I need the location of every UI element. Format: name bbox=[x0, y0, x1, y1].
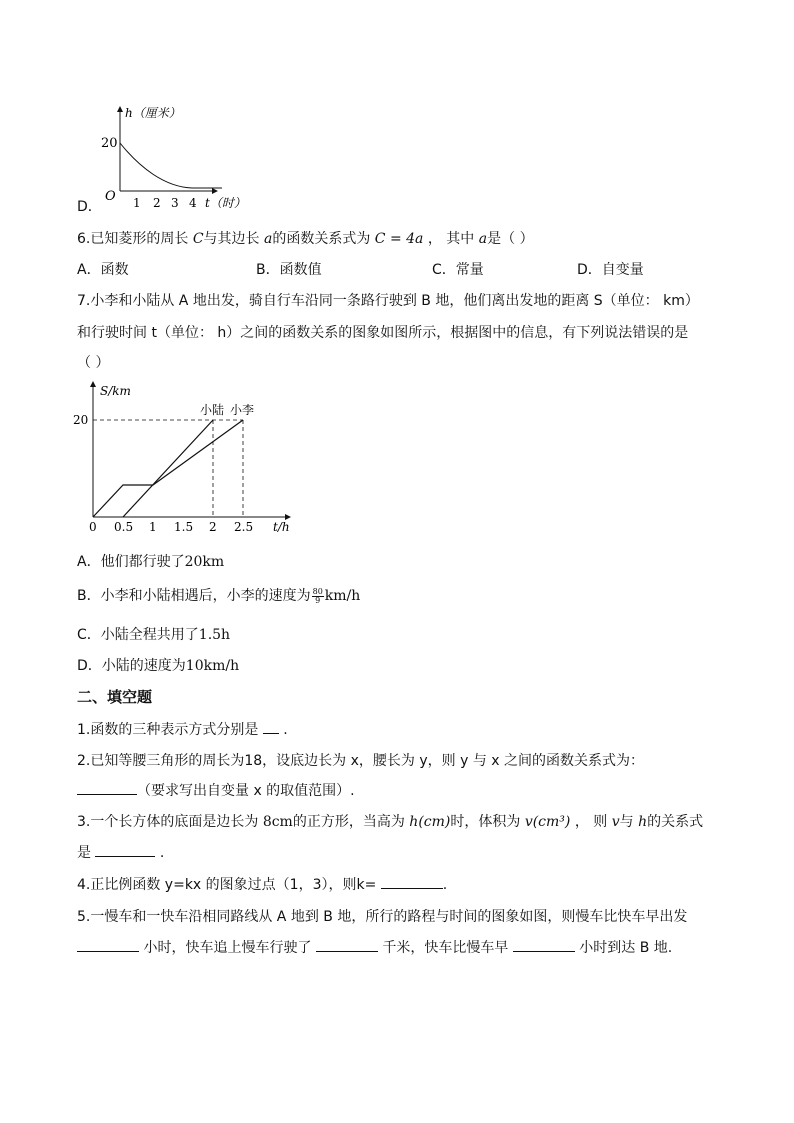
fill-q3-text-f: 与 bbox=[619, 814, 639, 830]
q7-line-1: 7.小李和小陆从 A 地出发，骑自行车沿同一条路行驶到 B 地，他们离出发地的距离 S（单位： km） bbox=[77, 293, 699, 309]
x-tick-1: 1 bbox=[133, 196, 141, 210]
fill-q2-blank[interactable] bbox=[77, 780, 137, 795]
decay-chart bbox=[95, 103, 275, 213]
q7-option-c[interactable] bbox=[77, 624, 230, 644]
t-tick-0: 0 bbox=[89, 520, 97, 534]
fill-q3-line2-text: 是 bbox=[77, 845, 96, 861]
fill-q3-h: h(cm) bbox=[409, 814, 451, 830]
fill-q3-blank[interactable] bbox=[95, 842, 155, 857]
q7-opt-b-fraction bbox=[312, 588, 324, 605]
fill-q5-text-b: 小时，快车追上慢车行驶了 bbox=[139, 940, 316, 956]
fill-q1-end: . bbox=[278, 722, 288, 738]
q6-option-d[interactable]: D．自变量 bbox=[577, 262, 644, 278]
q6-text-d: ， 其中 bbox=[423, 231, 479, 247]
fill-q5-blank-1[interactable] bbox=[77, 937, 139, 952]
fill-q4-blank[interactable] bbox=[381, 874, 443, 889]
q6-option-b[interactable]: B．函数值 bbox=[256, 262, 322, 278]
fill-q2-line1: 2.已知等腰三角形的周长为18，设底边长为 x，腰长为 y，则 y 与 x 之间的函数关系式为： bbox=[77, 753, 645, 769]
q6-option-a[interactable]: A．函数 bbox=[77, 262, 129, 278]
y-axis-label: h（厘米） bbox=[125, 106, 181, 120]
q7-opt-b-unit: km/h bbox=[324, 588, 361, 604]
fill-q3-line2 bbox=[77, 842, 164, 862]
fill-q3-text-d: 时，体积为 bbox=[450, 814, 525, 830]
xiaolu-line bbox=[123, 420, 213, 517]
q6-stem bbox=[77, 228, 534, 248]
q6-var-a2: a bbox=[478, 231, 488, 247]
fill-q3-8cm: 8cm bbox=[262, 814, 293, 830]
q6-text-e: 是（ ） bbox=[487, 231, 534, 247]
fill-q3-v2: v bbox=[611, 814, 620, 830]
t-tick-25: 2.5 bbox=[234, 520, 254, 534]
x-tick-3: 3 bbox=[171, 196, 179, 210]
q7-line-2: 和行驶时间 t（单位： h）之间的函数关系的图象如图所示，根据图中的信息，有下列说法错误的是 bbox=[77, 325, 689, 341]
fill-q3-h2: h bbox=[638, 814, 648, 830]
fill-q5-blank-2[interactable] bbox=[316, 937, 378, 952]
y-tick-20: 20 bbox=[101, 136, 118, 151]
label-xiaoli: 小李 bbox=[230, 403, 255, 417]
q5-option-d: D． bbox=[77, 199, 102, 215]
origin-label: O bbox=[105, 189, 116, 204]
fill-q5-text-d: 小时到达 B 地. bbox=[574, 940, 673, 956]
q7-opt-b-text: B．小李和小陆相遇后，小李的速度为 bbox=[77, 588, 311, 604]
fill-q5-blank-3[interactable] bbox=[513, 937, 575, 952]
fill-q1-blank[interactable] bbox=[263, 719, 279, 734]
t-tick-05: 0.5 bbox=[114, 520, 134, 534]
fill-q3-end: . bbox=[155, 845, 165, 861]
section-title: 二、填空题 bbox=[77, 688, 153, 706]
q6-var-c: C bbox=[192, 231, 204, 247]
fill-q3-v: v(cm³) bbox=[524, 814, 571, 830]
fill-q2-text: （要求写出自变量 x 的取值范围）. bbox=[137, 783, 355, 799]
q7-opt-b-denominator: 9 bbox=[315, 595, 321, 605]
q6-text-c: 的函数关系式为 bbox=[272, 231, 375, 247]
q7-option-b[interactable] bbox=[77, 585, 360, 605]
q7-option-a[interactable] bbox=[77, 551, 224, 571]
q6-text-b: 与其边长 bbox=[203, 231, 264, 247]
fill-q4-text: 4.正比例函数 y=kx 的图象过点（1，3），则k= bbox=[77, 877, 381, 893]
x-tick-2: 2 bbox=[153, 196, 161, 210]
fill-q4 bbox=[77, 874, 447, 894]
q7-option-d[interactable] bbox=[77, 655, 239, 675]
q7-opt-d-text: D．小陆的速度为 bbox=[77, 658, 186, 674]
fill-q5-line2 bbox=[77, 937, 672, 957]
t-axis-label: t/h bbox=[273, 520, 290, 534]
t-tick-15: 1.5 bbox=[174, 520, 194, 534]
q6-option-c[interactable]: C．常量 bbox=[432, 262, 484, 278]
q6-var-a: a bbox=[263, 231, 273, 247]
q7-opt-b-numerator: 80 bbox=[312, 586, 323, 596]
fill-q3-line1 bbox=[77, 811, 703, 831]
fill-q1-text: 1.函数的三种表示方式分别是 bbox=[77, 722, 263, 738]
t-tick-2: 2 bbox=[209, 520, 217, 534]
fill-q1 bbox=[77, 719, 288, 739]
decay-curve bbox=[120, 143, 222, 188]
q7-opt-d-val: 10km/h bbox=[185, 658, 240, 674]
fill-q3-text-g: 的关系式 bbox=[647, 814, 704, 830]
fill-q3-text-a: 3.一个长方体的底面是边长为 bbox=[77, 814, 263, 830]
fill-q3-text-e: ， 则 bbox=[570, 814, 612, 830]
x-axis-label: t（时） bbox=[205, 196, 246, 210]
q7-opt-c-val: 1.5h bbox=[198, 627, 231, 643]
q7-opt-a-text: A．他们都行驶了 bbox=[77, 554, 185, 570]
q7-line-3: （ ） bbox=[77, 355, 110, 371]
label-xiaolu: 小陆 bbox=[200, 403, 225, 417]
s-axis-label: S/km bbox=[100, 384, 131, 398]
distance-time-chart bbox=[70, 378, 300, 538]
t-tick-1: 1 bbox=[149, 520, 157, 534]
q7-opt-c-text: C．小陆全程共用了 bbox=[77, 627, 199, 643]
q6-text-a: 6.已知菱形的周长 bbox=[77, 231, 193, 247]
x-tick-4: 4 bbox=[189, 196, 197, 210]
s-tick-20: 20 bbox=[73, 413, 89, 427]
fill-q4-end: . bbox=[442, 877, 448, 893]
fill-q2-line2 bbox=[77, 780, 355, 800]
fill-q5-line1: 5.一慢车和一快车沿相同路线从 A 地到 B 地，所行的路程与时间的图象如图，则慢车比快车早出发 bbox=[77, 909, 688, 925]
fill-q5-text-c: 千米，快车比慢车早 bbox=[377, 940, 513, 956]
fill-q3-text-c: 的正方形，当高为 bbox=[292, 814, 410, 830]
q7-opt-a-val: 20km bbox=[184, 554, 225, 570]
q6-formula: C = 4a bbox=[374, 231, 424, 247]
